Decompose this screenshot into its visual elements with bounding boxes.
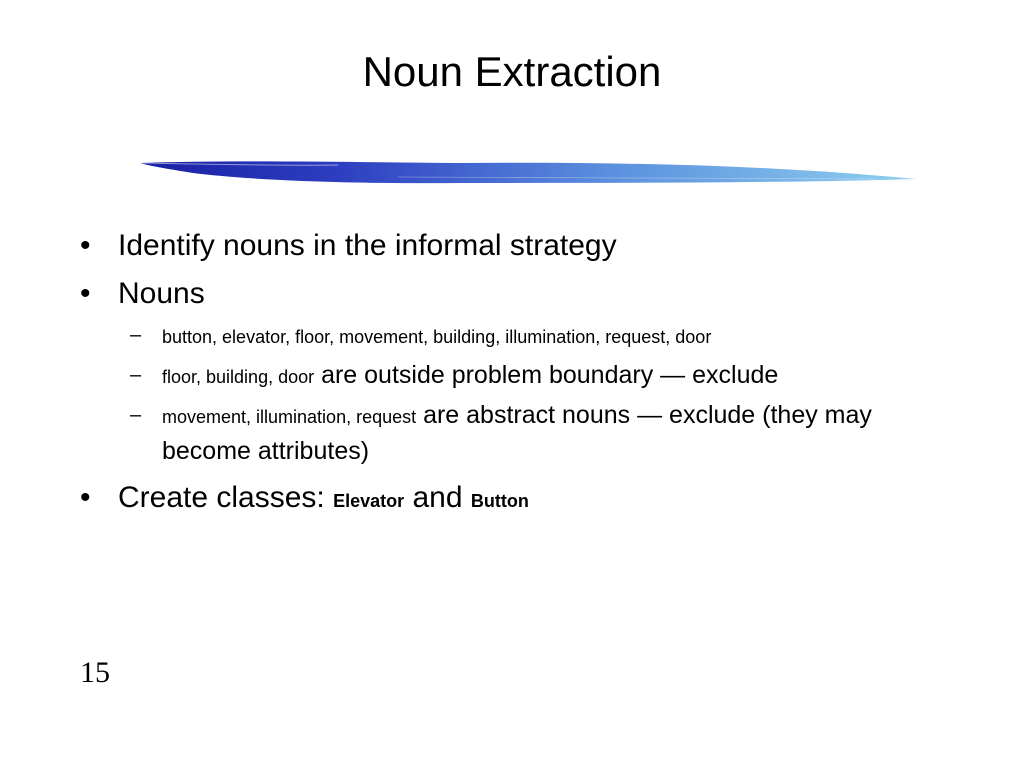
decorative-swoosh <box>138 152 918 188</box>
sub-bullet-item <box>80 358 960 394</box>
bullet-marker: • <box>80 277 91 310</box>
slide-title: Noun Extraction <box>362 48 662 95</box>
slide-number: 15 <box>80 656 110 689</box>
class-name: Elevator <box>333 491 405 511</box>
bullet-list <box>80 228 960 531</box>
class-name: Button <box>470 491 529 511</box>
bullet-item <box>80 276 960 312</box>
sub-bullet-item <box>80 398 960 468</box>
noun-list-text: movement, illumination, request <box>162 407 417 427</box>
bullet-text: Identify nouns in the informal strategy <box>118 229 617 262</box>
dash-marker: – <box>130 404 142 426</box>
noun-list-text: button, elevator, floor, movement, building, illumination, request, door <box>162 327 712 347</box>
sub-bullet-text: are abstract nouns — exclude (they may become attributes) <box>162 401 872 465</box>
bullet-marker: • <box>80 481 91 514</box>
bullet-text: Nouns <box>118 277 205 310</box>
dash-marker: – <box>130 324 142 346</box>
bullet-text: and <box>412 481 463 514</box>
dash-marker: – <box>130 364 142 386</box>
bullet-text: Create classes: <box>118 481 325 514</box>
bullet-item <box>80 228 960 264</box>
sub-bullet-item <box>80 318 960 354</box>
bullet-marker: • <box>80 229 91 262</box>
sub-bullet-text: are outside problem boundary — exclude <box>321 361 779 389</box>
noun-list-text: floor, building, door <box>162 367 315 387</box>
bullet-item <box>80 480 960 519</box>
